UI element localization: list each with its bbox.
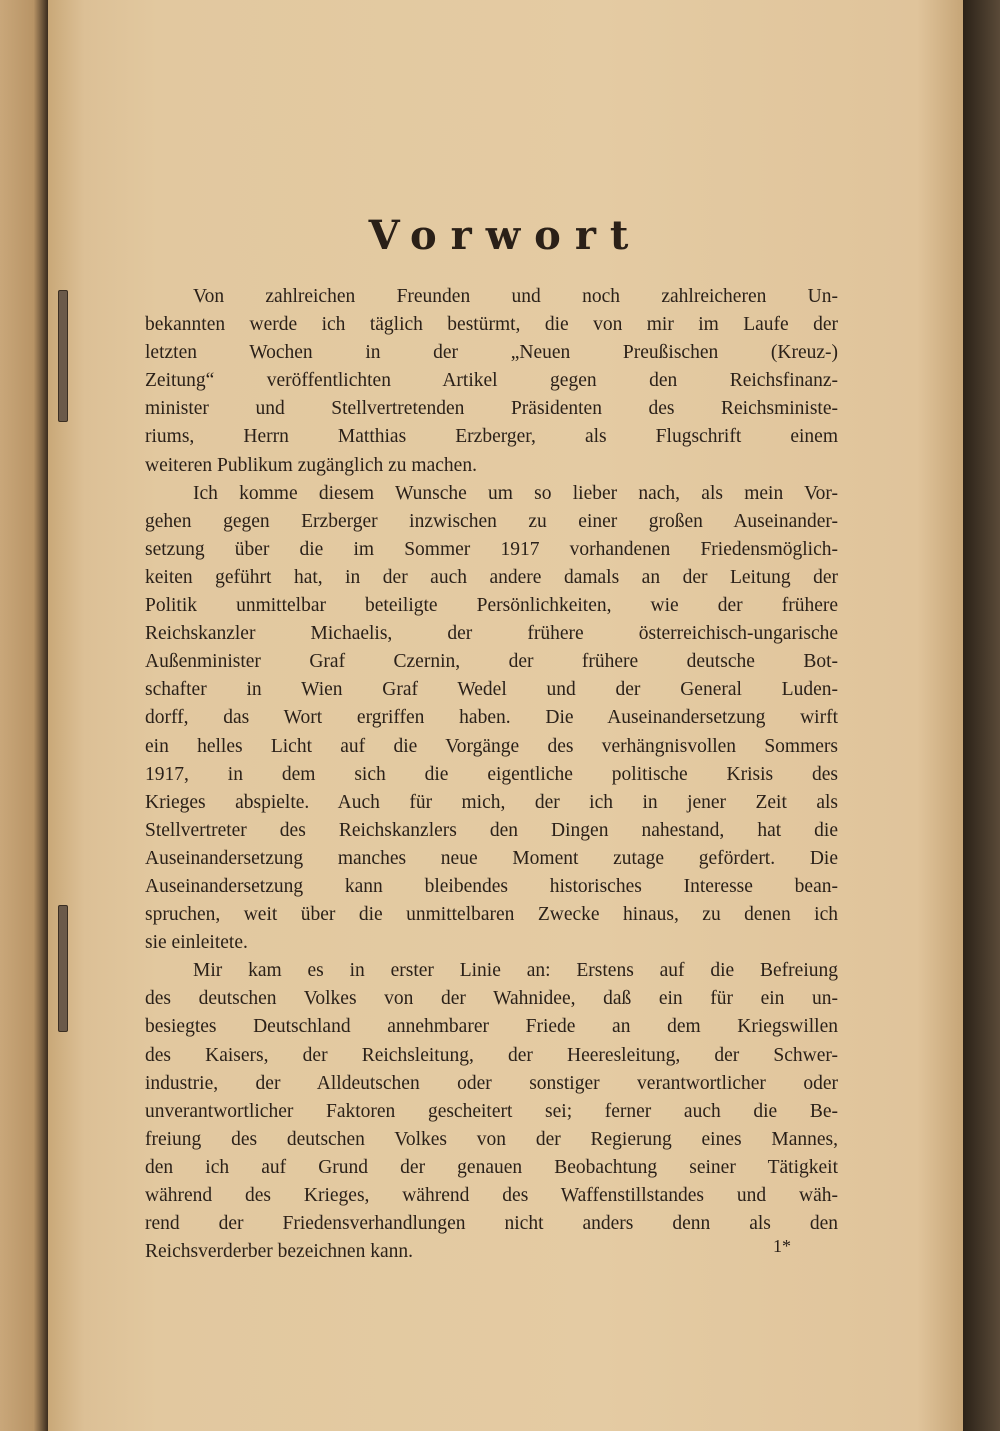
text-line: Krieges abspielte. Auch für mich, der ich in jener Zeit als bbox=[145, 791, 838, 813]
text-line: Reichsverderber bezeichnen kann. bbox=[145, 1241, 413, 1263]
text-line: weiteren Publikum zugänglich zu machen. bbox=[145, 454, 477, 476]
text-line: spruchen, weit über die unmittelbaren Zwecke hinaus, zu denen ich bbox=[145, 904, 838, 926]
paragraph bbox=[145, 283, 838, 480]
text-line: industrie, der Alldeutschen oder sonstiger verantwortlicher oder bbox=[145, 1072, 838, 1094]
text-line: bekannten werde ich täglich bestürmt, die von mir im Laufe der bbox=[145, 314, 838, 336]
text-line: während des Krieges, während des Waffenstillstandes und wäh- bbox=[145, 1185, 838, 1206]
page-edge-shadow bbox=[963, 0, 1000, 1431]
binding-staple bbox=[58, 905, 68, 1032]
book-page bbox=[48, 0, 963, 1431]
text-line: des Kaisers, der Reichsleitung, der Heeresleitung, der Schwer- bbox=[145, 1044, 838, 1066]
binding-staple bbox=[58, 290, 68, 422]
text-line: besiegtes Deutschland annehmbarer Friede an dem Kriegswillen bbox=[145, 1016, 838, 1038]
text-line: gehen gegen Erzberger inzwischen zu einer großen Auseinander- bbox=[145, 510, 838, 532]
text-line: Auseinandersetzung manches neue Moment zutage gefördert. Die bbox=[145, 847, 838, 869]
text-line: des deutschen Volkes von der Wahnidee, daß ein für ein un- bbox=[145, 988, 838, 1010]
text-line: Außenminister Graf Czernin, der frühere deutsche Bot- bbox=[145, 651, 838, 673]
text-line: minister und Stellvertretenden Präsidenten des Reichsministe- bbox=[145, 398, 838, 420]
text-line: dorff, das Wort ergriffen haben. Die Auseinandersetzung wirft bbox=[145, 707, 838, 729]
text-line: Auseinandersetzung kann bleibendes historisches Interesse bean- bbox=[145, 875, 838, 897]
facing-page-edge bbox=[0, 0, 48, 1431]
text-line: riums, Herrn Matthias Erzberger, als Flugschrift einem bbox=[145, 426, 838, 448]
text-line: Mir kam es in erster Linie an: Erstens auf die Befreiung bbox=[193, 960, 838, 982]
text-line: Stellvertreter des Reichskanzlers den Dingen nahestand, hat die bbox=[145, 819, 838, 841]
page-number: 1* bbox=[773, 1236, 791, 1256]
text-line: letzten Wochen in der „Neuen Preußischen (Kreuz-) bbox=[145, 342, 838, 364]
text-line: Politik unmittelbar beteiligte Persönlichkeiten, wie der frühere bbox=[145, 595, 838, 617]
text-line: Zeitung“ veröffentlichten Artikel gegen den Reichsfinanz- bbox=[145, 370, 838, 392]
text-line: freiung des deutschen Volkes von der Regierung eines Mannes, bbox=[145, 1128, 838, 1150]
text-line: schafter in Wien Graf Wedel und der General Luden- bbox=[145, 679, 838, 701]
paragraph bbox=[145, 480, 838, 958]
page-title: Vorwort bbox=[368, 212, 643, 259]
text-line: sie einleitete. bbox=[145, 932, 248, 954]
text-line: unverantwortlicher Faktoren gescheitert sei; ferner auch die Be- bbox=[145, 1100, 838, 1122]
text-line: keiten geführt hat, in der auch andere damals an der Leitung der bbox=[145, 566, 838, 588]
text-line: den ich auf Grund der genauen Beobachtung seiner Tätigkeit bbox=[145, 1156, 838, 1178]
text-line: ein helles Licht auf die Vorgänge des verhängnisvollen Sommers bbox=[145, 735, 838, 757]
text-line: rend der Friedensverhandlungen nicht anders denn als den bbox=[145, 1213, 838, 1235]
text-line: Ich komme diesem Wunsche um so lieber nach, als mein Vor- bbox=[193, 482, 838, 504]
text-line: setzung über die im Sommer 1917 vorhandenen Friedensmöglich- bbox=[145, 538, 838, 560]
paragraph bbox=[145, 957, 838, 1266]
body-text bbox=[145, 283, 838, 1266]
text-line: Reichskanzler Michaelis, der frühere österreichisch-ungarische bbox=[145, 623, 838, 645]
text-line: 1917, in dem sich die eigentliche politische Krisis des bbox=[145, 763, 838, 785]
text-line: Von zahlreichen Freunden und noch zahlreicheren Un- bbox=[193, 286, 838, 307]
